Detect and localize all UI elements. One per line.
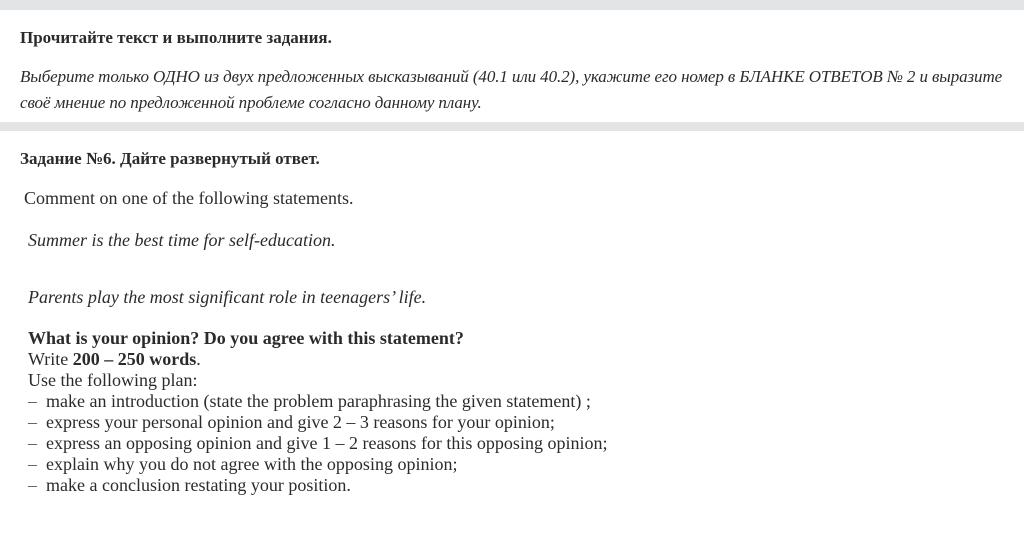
word-count: 200 – 250 words <box>72 349 197 369</box>
task-question: What is your opinion? Do you agree with this statement? <box>28 328 464 348</box>
plan-item <box>28 391 1004 412</box>
plan-label: Use the following plan: <box>28 370 198 390</box>
intro-section <box>0 10 1024 122</box>
statement-1: Summer is the best time for self-education. <box>28 230 336 250</box>
task-section <box>0 131 1024 496</box>
dash-marker: – <box>28 391 37 411</box>
write-suffix: . <box>196 349 201 369</box>
intro-instruction: Выберите только ОДНО из двух предложенных высказываний (40.1 или 40.2), укажите его номер в БЛАНКЕ ОТВЕТОВ № 2 и выразите своё мнение по предложенной проблеме согласно данному плану. <box>20 67 1003 112</box>
top-divider <box>0 0 1024 10</box>
plan-item-text: explain why you do not agree with the opposing opinion; <box>46 454 458 474</box>
dash-marker: – <box>28 412 37 432</box>
write-prefix: Write <box>28 349 73 369</box>
plan-item-text: make a conclusion restating your position. <box>46 475 351 495</box>
dash-marker: – <box>28 454 37 474</box>
plan-item-text: express an opposing opinion and give 1 – 2 reasons for this opposing opinion; <box>46 433 608 453</box>
plan-item-text: make an introduction (state the problem paraphrasing the given statement) ; <box>46 391 591 411</box>
plan-item <box>28 454 1004 475</box>
word-count-line <box>28 349 1004 370</box>
task-comment: Comment on one of the following statements. <box>24 188 354 208</box>
statement-2: Parents play the most significant role in teenagers’ life. <box>28 287 427 307</box>
plan-item <box>28 412 1004 433</box>
section-divider <box>0 122 1024 131</box>
plan-item <box>28 433 1004 454</box>
dash-marker: – <box>28 475 37 495</box>
plan-item-text: express your personal opinion and give 2 – 3 reasons for your opinion; <box>46 412 555 432</box>
intro-heading: Прочитайте текст и выполните задания. <box>20 28 332 47</box>
plan-item <box>28 475 1004 496</box>
dash-marker: – <box>28 433 37 453</box>
task-title: Задание №6. Дайте развернутый ответ. <box>20 149 320 168</box>
plan-list <box>28 391 1004 496</box>
